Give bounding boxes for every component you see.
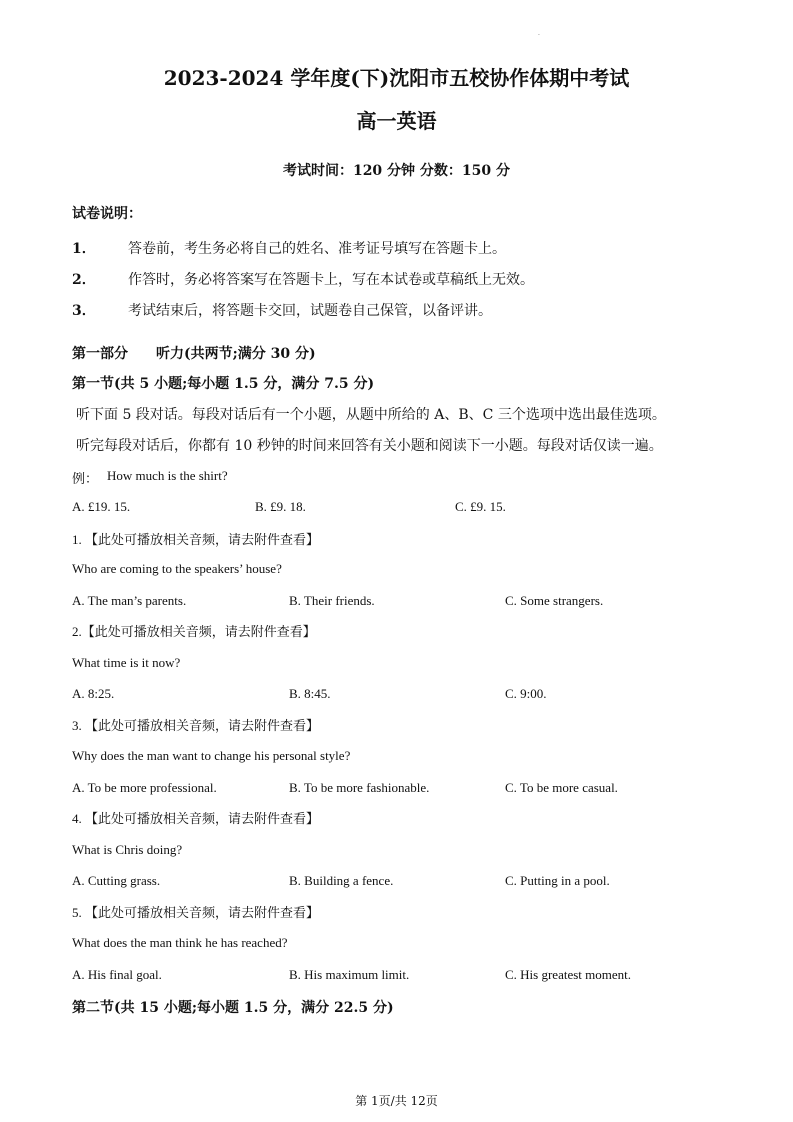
- part1-heading: 第一部分 听力(共两节;满分 30 分): [72, 346, 316, 362]
- example-option-a: A. £19. 15.: [72, 499, 131, 514]
- option-c: C. 9:00.: [505, 686, 547, 701]
- example-prefix: 例：: [72, 471, 99, 486]
- question-text: What is Chris doing?: [72, 842, 183, 857]
- audio-placeholder: 2.【此处可播放相关音频，请去附件查看】: [72, 624, 316, 639]
- option-c: C. His greatest moment.: [505, 967, 632, 982]
- directions-line-2: 听完每段对话后，你都有 10 秒钟的时间来回答有关小题和阅读下一小题。每段对话仅读一遍。: [76, 438, 663, 454]
- question-text: What time is it now?: [72, 655, 181, 670]
- exam-title: 2023-2024 学年度(下)沈阳市五校协作体期中考试: [163, 66, 630, 90]
- instructions-heading: 试卷说明：: [72, 206, 142, 222]
- option-b: B. 8:45.: [289, 686, 331, 701]
- exam-info: 考试时间：120 分钟 分数：150 分: [282, 163, 511, 179]
- option-a: A. The man’s parents.: [72, 593, 187, 608]
- example-option-c: C. £9. 15.: [455, 499, 506, 514]
- audio-placeholder: 5. 【此处可播放相关音频，请去附件查看】: [72, 905, 320, 920]
- exam-subject: 高一英语: [356, 109, 437, 133]
- instruction-text: 答卷前，考生务必将自己的姓名、准考证号填写在答题卡上。: [128, 241, 506, 257]
- instruction-number: 2．: [72, 272, 96, 288]
- option-c: C. Putting in a pool.: [505, 873, 610, 888]
- option-c: C. To be more casual.: [505, 780, 618, 795]
- option-b: B. Their friends.: [289, 593, 375, 608]
- section1-heading: 第一节(共 5 小题;每小题 1.5 分，满分 7.5 分): [72, 376, 375, 392]
- question-text: Why does the man want to change his personal style?: [72, 748, 351, 763]
- example-option-b: B. £9. 18.: [255, 499, 306, 514]
- option-b: B. His maximum limit.: [289, 967, 410, 982]
- section2-heading: 第二节(共 15 小题;每小题 1.5 分，满分 22.5 分): [72, 1000, 394, 1016]
- option-a: A. Cutting grass.: [72, 873, 161, 888]
- page-number: 第 1页/共 12页: [355, 1094, 438, 1108]
- example-question: How much is the shirt?: [107, 468, 228, 483]
- instruction-number: 1．: [72, 241, 96, 257]
- option-b: B. To be more fashionable.: [289, 780, 430, 795]
- option-a: A. To be more professional.: [72, 780, 217, 795]
- option-c: C. Some strangers.: [505, 593, 604, 608]
- audio-placeholder: 4. 【此处可播放相关音频，请去附件查看】: [72, 811, 320, 826]
- audio-placeholder: 1. 【此处可播放相关音频，请去附件查看】: [72, 532, 320, 547]
- instruction-text: 作答时，务必将答案写在答题卡上，写在本试卷或草稿纸上无效。: [128, 272, 534, 288]
- question-text: What does the man think he has reached?: [72, 935, 288, 950]
- instruction-text: 考试结束后，将答题卡交回，试题卷自己保管，以备评讲。: [128, 303, 492, 319]
- audio-placeholder: 3. 【此处可播放相关音频，请去附件查看】: [72, 718, 320, 733]
- instruction-number: 3．: [72, 303, 96, 319]
- directions-line-1: 听下面 5 段对话。每段对话后有一个小题，从题中所给的 A、B、C 三个选项中选出最佳选项。: [76, 407, 666, 423]
- question-text: Who are coming to the speakers’ house?: [72, 561, 282, 576]
- page-mark: .: [538, 30, 540, 37]
- option-a: A. 8:25.: [72, 686, 115, 701]
- option-a: A. His final goal.: [72, 967, 162, 982]
- option-b: B. Building a fence.: [289, 873, 394, 888]
